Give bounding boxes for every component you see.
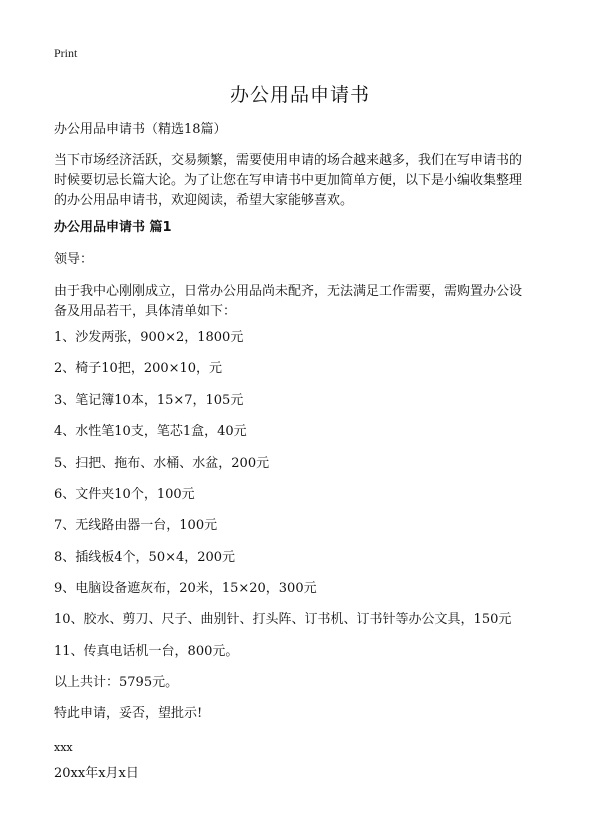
list-item: 8、插线板4个，50×4，200元 (54, 550, 236, 565)
list-item: 7、无线路由器一台，100元 (54, 518, 218, 533)
list-item: 1、沙发两张，900×2，1800元 (54, 330, 244, 345)
print-label[interactable]: Print (54, 46, 78, 60)
body-line-2: 备及用品若干，具体清单如下： (54, 304, 237, 319)
total-line: 以上共计：5795元。 (54, 675, 179, 690)
list-item: 4、水性笔10支，笔芯1盒，40元 (54, 424, 247, 439)
closing-line: 特此申请，妥否，望批示! (54, 706, 203, 721)
list-item: 9、电脑设备遮灰布，20米，15×20，300元 (54, 581, 317, 596)
intro-line-2: 时候要切忌长篇大论。为了让您在写申请书中更加简单方便，以下是小编收集整理 (54, 173, 523, 188)
signature: xxx (54, 741, 73, 754)
list-item: 3、笔记簿10本，15×7，105元 (54, 393, 244, 408)
date-line: 20xx年x月x日 (54, 766, 139, 781)
intro-line-3: 的办公用品申请书，欢迎阅读，希望大家能够喜欢。 (54, 193, 354, 208)
list-item: 11、传真电话机一台，800元。 (54, 644, 239, 659)
list-item: 5、扫把、拖布、水桶、水盆，200元 (54, 456, 270, 471)
list-item: 6、文件夹10个，100元 (54, 487, 195, 502)
list-item: 2、椅子10把，200×10，元 (54, 361, 223, 376)
document-title: 办公用品申请书 (229, 84, 370, 106)
section-heading: 办公用品申请书 篇1 (54, 220, 172, 235)
salutation: 领导： (54, 252, 94, 267)
subtitle: 办公用品申请书（精选18篇） (54, 122, 227, 137)
list-item: 10、胶水、剪刀、尺子、曲别针、打头阵、订书机、订书针等办公文具，150元 (54, 612, 512, 627)
intro-line-1: 当下市场经济活跃，交易频繁，需要使用申请的场合越来越多，我们在写申请书的 (54, 153, 523, 168)
body-line-1: 由于我中心刚刚成立，日常办公用品尚未配齐，无法满足工作需要，需购置办公设 (54, 284, 523, 299)
